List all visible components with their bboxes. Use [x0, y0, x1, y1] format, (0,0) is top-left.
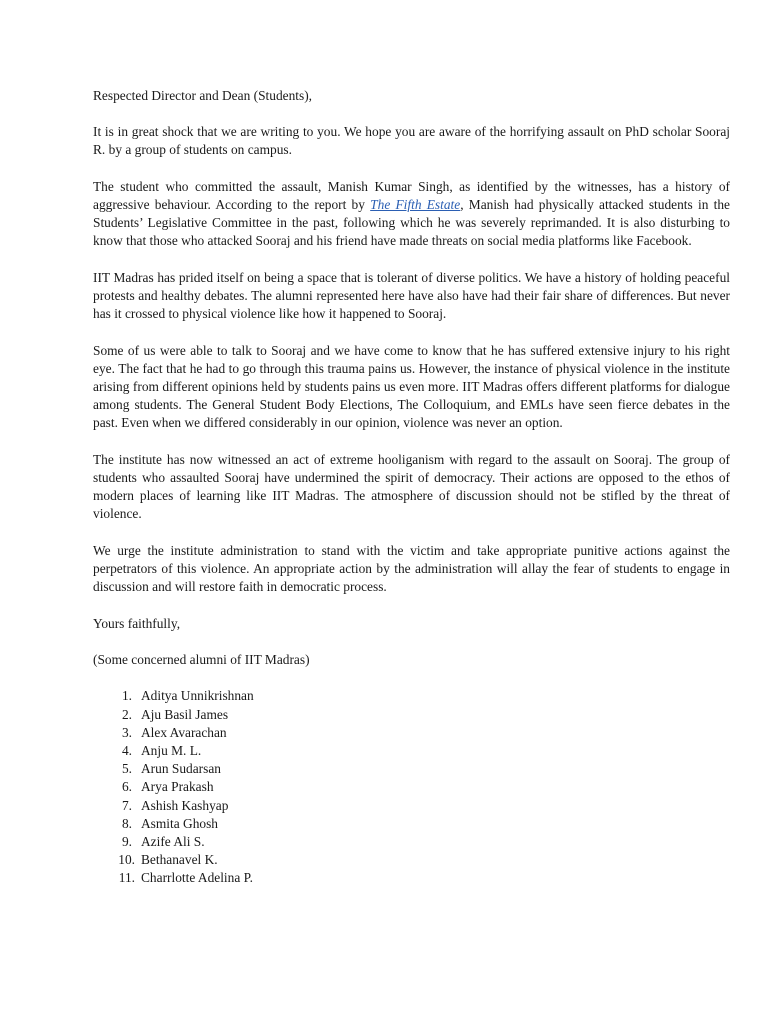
list-number: 10.: [118, 852, 135, 868]
paragraph-2: [93, 178, 730, 251]
signatory-name: Aditya Unnikrishnan: [141, 688, 254, 704]
list-number: 5.: [121, 761, 132, 777]
signatory-name: Aju Basil James: [141, 706, 229, 722]
fifth-estate-link[interactable]: The Fifth Estate: [370, 197, 461, 212]
paragraph-6: We urge the institute administration to stand with the victim and take appropriate punitive actions against the perpetrators of this violence. An appropriate action by the administration will allay the fear of students to engage in discussion and will restore faith in democratic process.: [93, 542, 730, 595]
list-item: [93, 815, 730, 833]
list-number: 11.: [118, 870, 135, 886]
signatory-name: Arun Sudarsan: [141, 761, 221, 777]
list-number: 2.: [121, 706, 132, 722]
list-item: [93, 687, 730, 705]
list-number: 8.: [121, 815, 132, 831]
list-number: 3.: [121, 724, 132, 740]
list-number: 7.: [121, 797, 132, 813]
signatory-list: [93, 687, 730, 887]
list-item: [93, 760, 730, 778]
signatory-name: Alex Avarachan: [141, 724, 227, 740]
paragraph-3: IIT Madras has prided itself on being a space that is tolerant of diverse politics. We have a history of holding peaceful protests and healthy debates. The alumni represented here have also have had their fair share of differences. But never has it crossed to physical violence like how it happened to Sooraj.: [93, 269, 730, 322]
salutation: Respected Director and Dean (Students),: [93, 88, 313, 103]
list-item: [93, 833, 730, 851]
list-number: 1.: [121, 688, 132, 704]
list-number: 4.: [121, 742, 132, 758]
list-item: [93, 724, 730, 742]
list-item: [93, 797, 730, 815]
paragraph-5: The institute has now witnessed an act of extreme hooliganism with regard to the assault on Sooraj. The group of students who assaulted Sooraj have undermined the spirit of democracy. Their actions are opposed to the ethos of modern places of learning like IIT Madras. The atmosphere of discussion should not be stifled by the threat of violence.: [93, 451, 730, 522]
signatory-name: Anju M. L.: [141, 742, 202, 758]
signatory-name: Arya Prakash: [141, 779, 214, 795]
signatory-name: Bethanavel K.: [141, 852, 218, 868]
paragraph-2-text-b: , Manish had physically attacked students in the Students’ Legislative Committee in the past, following which he was severely reprimanded. It is also disturbing to know that those who attacked Sooraj and his friend have made threats on social media platforms like Facebook.: [93, 197, 730, 249]
list-item: [93, 778, 730, 796]
closing: Yours faithfully,: [93, 615, 181, 631]
signoff: (Some concerned alumni of IIT Madras): [93, 651, 310, 667]
signatory-name: Ashish Kashyap: [141, 797, 229, 813]
signatory-name: Azife Ali S.: [141, 834, 205, 849]
signatory-name: Asmita Ghosh: [141, 815, 218, 831]
paragraph-2-text-a: The student who committed the assault, Manish Kumar Singh, as identified by the witnesses, has a history of aggressive behaviour. According to the report by: [93, 178, 730, 212]
signatory-name: Charrlotte Adelina P.: [141, 870, 253, 886]
list-item: [93, 742, 730, 760]
paragraph-4: Some of us were able to talk to Sooraj and we have come to know that he has suffered extensive injury to his right eye. The fact that he had to go through this trauma pains us. However, the instance of physical violence in the institute arising from different opinions held by students pains us even more. IIT Madras offers different platforms for dialogue among students. The General Student Body Elections, The Colloquium, and EMLs have seen fierce debates in the past. Even when we differed considerably in our opinion, violence was never an option.: [93, 342, 730, 431]
list-item: [93, 706, 730, 724]
list-item: [93, 869, 730, 887]
paragraph-1: It is in great shock that we are writing to you. We hope you are aware of the horrifying assault on PhD scholar Sooraj R. by a group of students on campus.: [93, 124, 730, 158]
list-item: [93, 851, 730, 869]
list-number: 6.: [121, 779, 132, 795]
list-number: 9.: [121, 834, 132, 849]
